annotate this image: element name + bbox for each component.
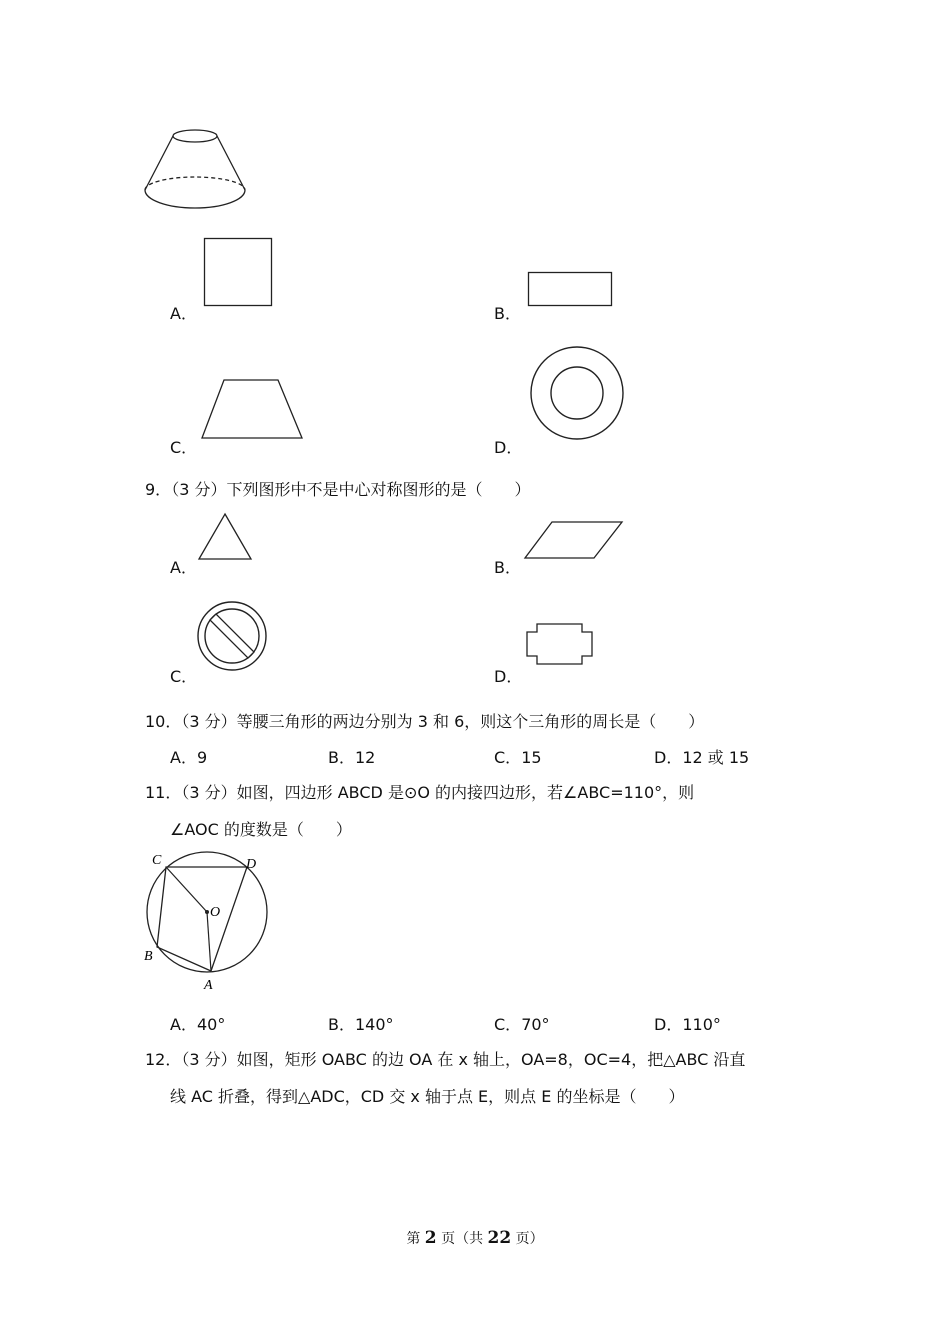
q9-option-a[interactable]: A．: [170, 558, 197, 577]
q8-option-d[interactable]: D．: [494, 438, 523, 457]
q8-option-b[interactable]: B．: [494, 304, 521, 323]
inscribed-quadrilateral-figure: [140, 850, 270, 992]
cross-shape-figure: [524, 622, 596, 668]
q8-option-a[interactable]: A．: [170, 304, 197, 323]
q8-option-c[interactable]: C．: [170, 438, 198, 457]
q11-option-d[interactable]: D．110°: [654, 1015, 721, 1034]
square-figure: [204, 238, 274, 308]
q9-stem: 9．（3 分）下列图形中不是中心对称图形的是（ ）: [145, 480, 531, 499]
q12-stem-line2: 线 AC 折叠，得到△ADC，CD 交 x 轴于点 E，则点 E 的坐标是（ ）: [170, 1087, 685, 1106]
current-page-number: 2: [424, 1228, 437, 1248]
q10-option-b[interactable]: B．12: [328, 748, 376, 767]
label-c: C: [152, 853, 162, 868]
q12-stem-line1: 12．（3 分）如图，矩形 OABC 的边 OA 在 x 轴上，OA=8，OC=4，把△ABC 沿直: [145, 1050, 746, 1069]
q10-option-d[interactable]: D．12 或 15: [654, 748, 750, 767]
q9-option-b[interactable]: B．: [494, 558, 521, 577]
q11-option-a[interactable]: A．40°: [170, 1015, 226, 1034]
q9-option-d[interactable]: D．: [494, 667, 523, 686]
q10-stem: 10．（3 分）等腰三角形的两边分别为 3 和 6，则这个三角形的周长是（ ）: [145, 712, 705, 731]
label-d: D: [246, 857, 257, 872]
q9-option-c[interactable]: C．: [170, 667, 198, 686]
page-footer: 第 2 页（共 22 页）: [406, 1228, 544, 1248]
q11-option-b[interactable]: B．140°: [328, 1015, 394, 1034]
prohibition-sign-figure: [196, 600, 270, 674]
triangle-figure: [198, 512, 254, 562]
q10-option-a[interactable]: A．9: [170, 748, 208, 767]
label-b: B: [144, 949, 153, 964]
annulus-figure: [530, 346, 626, 442]
frustum-figure: [140, 124, 250, 214]
q11-stem-line1: 11．（3 分）如图，四边形 ABCD 是⊙O 的内接四边形，若∠ABC=110°，则: [145, 783, 695, 802]
parallelogram-figure: [524, 520, 624, 560]
label-o: O: [210, 905, 221, 920]
trapezoid-figure: [200, 378, 304, 440]
q11-option-c[interactable]: C．70°: [494, 1015, 550, 1034]
rectangle-figure: [528, 272, 614, 308]
q10-option-c[interactable]: C．15: [494, 748, 542, 767]
label-a: A: [204, 978, 213, 993]
total-page-count: 22: [487, 1228, 512, 1248]
q11-stem-line2: ∠AOC 的度数是（ ）: [170, 820, 352, 839]
